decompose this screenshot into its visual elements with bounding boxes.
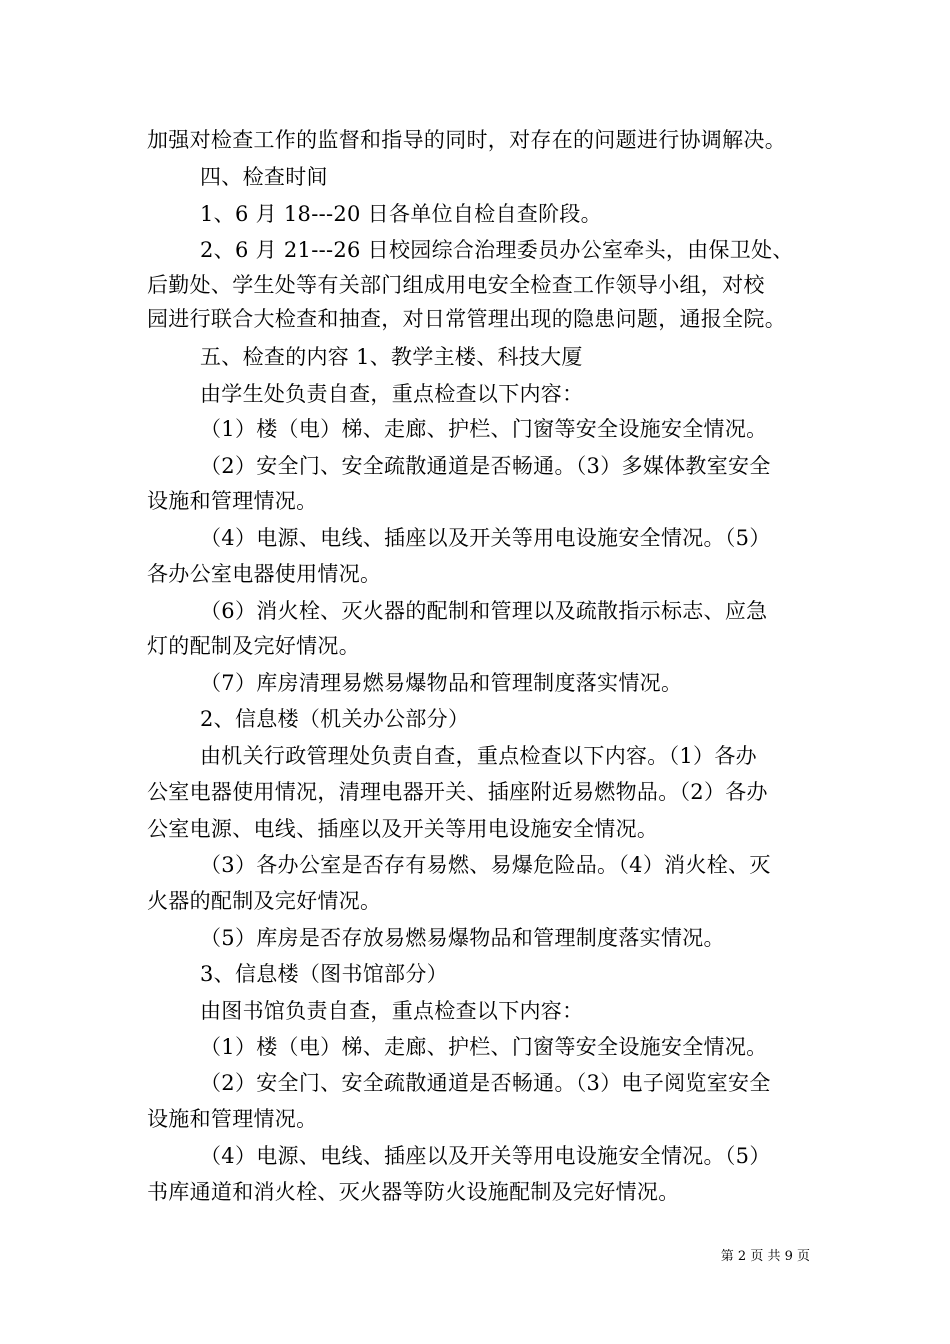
list-item-continuation: 设施和管理情况。 [147,489,318,513]
body-text-line: 1、6 月 18---20 日各单位自检自查阶段。 [200,202,602,226]
list-item: （4）电源、电线、插座以及开关等用电设施安全情况。（5） [200,526,771,550]
list-item-continuation: 书库通道和消火栓、灭火器等防火设施配制及完好情况。 [147,1180,680,1204]
subsection-heading: 2、信息楼（机关办公部分） [200,707,470,731]
list-item: （5）库房是否存放易燃易爆物品和管理制度落实情况。 [200,926,725,950]
section-heading: 五、检查的内容 1、教学主楼、科技大厦 [200,345,583,369]
body-text-line: 由机关行政管理处负责自查，重点检查以下内容。（1）各办 [200,744,757,768]
list-item: （6）消火栓、灭火器的配制和管理以及疏散指示标志、应急 [200,599,768,623]
body-text-line: 由学生处负责自查，重点检查以下内容： [200,382,584,406]
body-text-line: 后勤处、学生处等有关部门组成用电安全检查工作领导小组，对校 [147,273,765,297]
subsection-heading: 3、信息楼（图书馆部分） [200,962,448,986]
body-text-line: 公室电源、电线、插座以及开关等用电设施安全情况。 [147,817,659,841]
list-item-continuation: 各办公室电器使用情况。 [147,562,382,586]
list-item: （2）安全门、安全疏散通道是否畅通。（3）电子阅览室安全 [200,1071,771,1095]
list-item: （3）各办公室是否存有易燃、易爆危险品。（4）消火栓、灭 [200,853,771,877]
body-text-line: 由图书馆负责自查，重点检查以下内容： [200,999,584,1023]
list-item: （1）楼（电）梯、走廊、护栏、门窗等安全设施安全情况。 [200,417,768,441]
section-heading: 四、检查时间 [200,165,328,189]
body-text-line: 公室电器使用情况，清理电器开关、插座附近易燃物品。（2）各办 [147,780,768,804]
body-text-line: 2、6 月 21---26 日校园综合治理委员办公室牵头，由保卫处、 [200,238,794,262]
list-item-continuation: 灯的配制及完好情况。 [147,634,360,658]
page-number-footer: 第 2 页 共 9 页 [720,1249,810,1264]
body-text-line: 园进行联合大检查和抽查，对日常管理出现的隐患问题，通报全院。 [147,307,786,331]
list-item: （4）电源、电线、插座以及开关等用电设施安全情况。（5） [200,1144,771,1168]
list-item-continuation: 设施和管理情况。 [147,1107,318,1131]
list-item: （2）安全门、安全疏散通道是否畅通。（3）多媒体教室安全 [200,454,771,478]
list-item-continuation: 火器的配制及完好情况。 [147,889,382,913]
list-item: （7）库房清理易燃易爆物品和管理制度落实情况。 [200,671,683,695]
body-text-line: 加强对检查工作的监督和指导的同时，对存在的问题进行协调解决。 [147,128,786,152]
list-item: （1）楼（电）梯、走廊、护栏、门窗等安全设施安全情况。 [200,1035,768,1059]
